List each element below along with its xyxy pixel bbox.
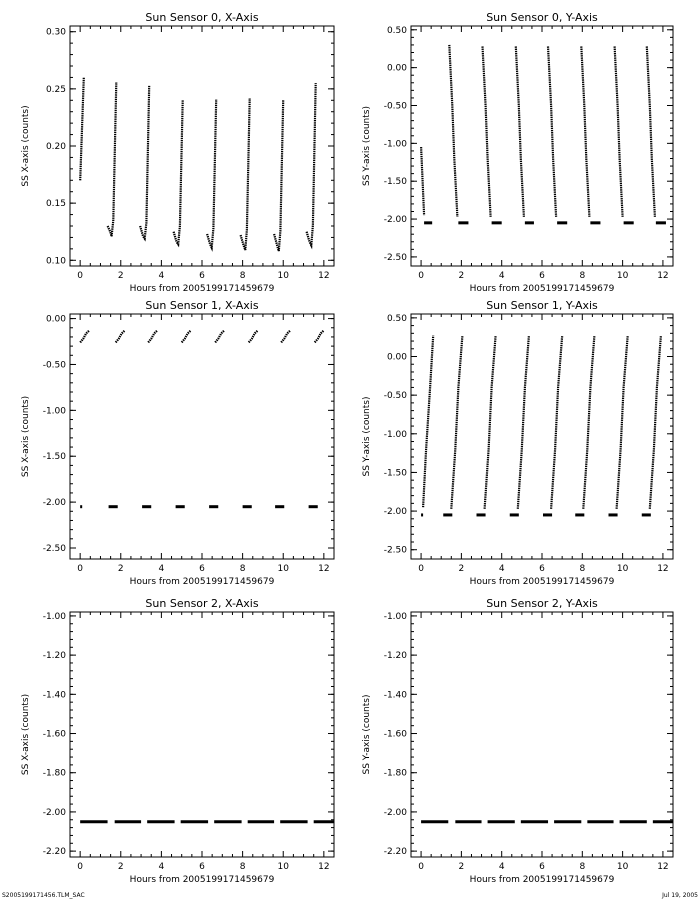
x-tick-label: 6 [199, 271, 205, 281]
x-tick-label: 6 [199, 564, 205, 574]
y-tick-label: -1.50 [383, 468, 407, 479]
footer-right: Jul 19, 2005 [662, 892, 698, 899]
x-axis-label: Hours from 2005199171459679 [129, 577, 275, 587]
y-axis-label: SS X-axis (counts) [21, 105, 31, 187]
data-segment [551, 336, 562, 509]
data-segment [615, 46, 623, 216]
x-tick-label: 2 [458, 271, 465, 281]
x-tick-label: 12 [657, 862, 669, 872]
y-axis-label: SS Y-axis (counts) [362, 694, 372, 775]
data-segment [116, 331, 125, 343]
data-segment [485, 336, 496, 509]
y-tick-label: 0.00 [386, 352, 407, 363]
x-tick-label: 8 [239, 271, 246, 281]
x-axis-label: Hours from 2005199171459679 [469, 577, 615, 587]
x-tick-label: 12 [657, 564, 669, 574]
x-tick-label: 0 [418, 564, 424, 574]
x-tick-label: 12 [318, 271, 330, 281]
x-tick-label: 0 [418, 271, 424, 281]
x-tick-label: 0 [77, 862, 84, 872]
y-axis-label: SS Y-axis (counts) [362, 106, 372, 186]
chart-panel-6 [362, 597, 673, 885]
x-tick-label: 10 [277, 862, 289, 872]
chart-panel-4 [362, 299, 673, 587]
plot-frame [411, 26, 673, 266]
x-tick-label: 2 [458, 862, 465, 872]
y-tick-label: -1.00 [42, 406, 66, 417]
y-tick-label: -1.40 [42, 690, 66, 701]
y-tick-label: -1.40 [383, 690, 407, 701]
x-tick-label: 4 [158, 271, 165, 281]
data-segment [617, 336, 628, 509]
x-tick-label: 8 [579, 862, 586, 872]
data-segment [650, 336, 661, 509]
data-layer [421, 336, 661, 515]
y-axis-label: SS X-axis (counts) [21, 693, 31, 776]
y-tick-label: -1.20 [42, 651, 66, 662]
data-layer [421, 45, 666, 223]
plot-frame [411, 314, 673, 559]
x-tick-label: 4 [158, 564, 165, 574]
y-tick-label: -2.00 [383, 507, 407, 518]
data-segment [315, 331, 324, 343]
x-tick-label: 2 [117, 564, 124, 574]
x-tick-label: 4 [158, 862, 165, 872]
data-segment [174, 100, 183, 244]
y-tick-label: -0.50 [383, 101, 407, 112]
data-segment [583, 336, 594, 509]
y-axis-label: SS Y-axis (counts) [362, 396, 372, 477]
data-segment [148, 331, 157, 343]
chart-panel-2 [362, 11, 673, 294]
x-tick-label: 10 [277, 271, 289, 281]
footer-left: S2005199171456.TLM_SAC [2, 892, 85, 899]
data-segment [451, 336, 462, 509]
data-segment [516, 46, 524, 216]
x-axis-label: Hours from 2005199171459679 [469, 284, 615, 294]
y-tick-label: -1.60 [383, 729, 407, 740]
chart-title: Sun Sensor 1, Y-Axis [486, 299, 598, 312]
y-tick-label: 0.00 [45, 314, 66, 325]
y-tick-label: 0.50 [386, 25, 407, 36]
x-axis-label: Hours from 2005199171459679 [129, 284, 275, 294]
y-tick-label: 0.30 [45, 27, 66, 38]
x-tick-label: 8 [579, 564, 586, 574]
data-segment [249, 331, 258, 343]
data-segment [281, 331, 290, 343]
data-segment [449, 45, 457, 217]
x-axis-label: Hours from 2005199171459679 [129, 875, 275, 885]
y-tick-label: 0.15 [45, 199, 66, 210]
y-tick-label: 0.00 [386, 63, 407, 74]
y-tick-label: -1.60 [42, 729, 66, 740]
x-tick-label: 4 [498, 564, 505, 574]
chart-title: Sun Sensor 2, Y-Axis [486, 597, 598, 610]
x-tick-label: 2 [117, 862, 124, 872]
y-tick-label: 0.50 [386, 313, 407, 324]
x-tick-label: 0 [77, 564, 84, 574]
x-tick-label: 12 [318, 862, 330, 872]
chart-title: Sun Sensor 2, X-Axis [145, 597, 259, 610]
y-tick-label: -2.50 [42, 543, 66, 554]
data-segment [421, 147, 424, 215]
data-layer [80, 331, 324, 507]
y-tick-label: -1.50 [42, 452, 66, 463]
y-tick-label: -0.50 [42, 360, 66, 371]
data-segment [80, 331, 89, 343]
data-segment [518, 336, 529, 509]
y-tick-label: -2.50 [383, 252, 407, 263]
y-tick-label: -0.50 [383, 391, 407, 402]
data-segment [241, 98, 250, 250]
plot-frame [70, 314, 334, 559]
y-tick-label: -2.00 [383, 215, 407, 226]
data-segment [483, 46, 491, 216]
y-tick-label: -1.00 [383, 139, 407, 150]
x-tick-label: 0 [77, 271, 84, 281]
data-segment [215, 331, 224, 343]
chart-title: Sun Sensor 1, X-Axis [145, 299, 259, 312]
x-tick-label: 12 [318, 564, 330, 574]
data-segment [274, 100, 283, 251]
y-tick-label: -2.00 [42, 807, 66, 818]
x-tick-label: 4 [498, 271, 505, 281]
y-tick-label: -1.80 [42, 768, 66, 779]
x-tick-label: 4 [498, 862, 505, 872]
data-segment [423, 336, 433, 508]
x-axis-label: Hours from 2005199171459679 [469, 875, 615, 885]
data-segment [647, 46, 655, 216]
x-tick-label: 8 [239, 862, 246, 872]
y-tick-label: -2.20 [383, 847, 407, 858]
chart-title: Sun Sensor 0, X-Axis [145, 11, 259, 24]
data-segment [207, 99, 216, 248]
x-tick-label: 0 [418, 862, 424, 872]
y-tick-label: -1.20 [383, 651, 407, 662]
y-tick-label: -2.00 [383, 807, 407, 818]
x-tick-label: 10 [616, 862, 629, 872]
data-segment [307, 83, 316, 245]
x-tick-label: 6 [539, 564, 545, 574]
y-tick-label: -2.50 [383, 545, 407, 556]
chart-title: Sun Sensor 0, Y-Axis [486, 11, 598, 24]
data-segment [581, 46, 589, 216]
x-tick-label: 2 [117, 271, 124, 281]
y-tick-label: 0.20 [45, 142, 66, 152]
chart-panel-1 [21, 11, 334, 294]
y-tick-label: -1.00 [42, 611, 66, 622]
y-tick-label: -1.00 [383, 429, 407, 440]
y-tick-label: -1.00 [383, 611, 407, 622]
x-tick-label: 6 [199, 862, 205, 872]
y-tick-label: 0.25 [45, 84, 66, 95]
y-tick-label: -2.20 [42, 847, 66, 858]
x-tick-label: 8 [239, 564, 246, 574]
y-tick-label: -1.80 [383, 768, 407, 779]
x-tick-label: 6 [539, 862, 545, 872]
y-axis-label: SS X-axis (counts) [21, 395, 31, 478]
x-tick-label: 10 [277, 564, 289, 574]
y-tick-label: 0.10 [45, 256, 66, 267]
x-tick-label: 10 [616, 271, 629, 281]
x-tick-label: 8 [579, 271, 586, 281]
data-segment [182, 331, 191, 343]
x-tick-label: 10 [616, 564, 629, 574]
data-segment [80, 77, 84, 180]
y-tick-label: -1.50 [383, 177, 407, 188]
data-segment [108, 82, 117, 236]
x-tick-label: 12 [657, 271, 669, 281]
data-segment [140, 85, 149, 238]
chart-panel-3 [21, 299, 334, 587]
chart-panel-5 [21, 597, 334, 885]
data-segment [548, 46, 556, 216]
x-tick-label: 2 [458, 564, 465, 574]
data-layer [80, 77, 316, 251]
y-tick-label: -2.00 [42, 498, 66, 509]
x-tick-label: 6 [539, 271, 545, 281]
